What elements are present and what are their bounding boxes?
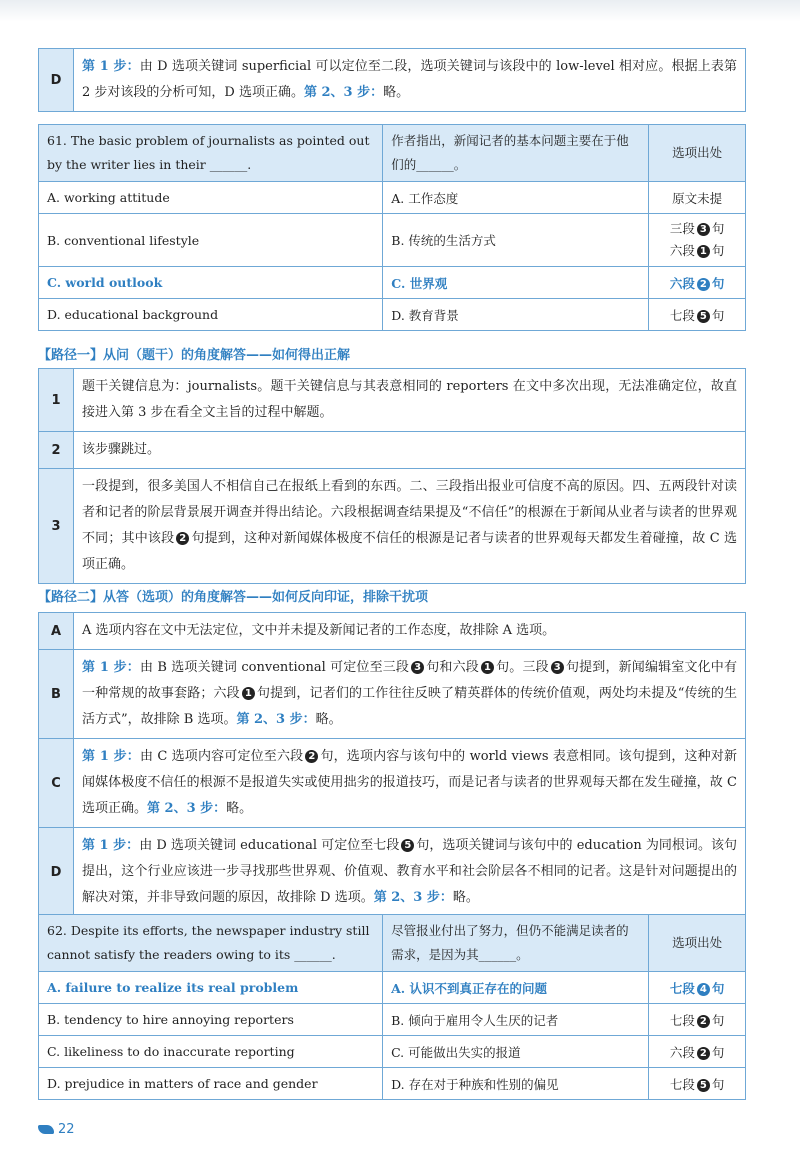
option-cn-correct: C. 世界观 (383, 267, 649, 299)
option-cn: D. 存在对于种族和性别的偏见 (383, 1068, 649, 1100)
sentence-number-badge: 2 (697, 1047, 710, 1060)
option-analysis: A 选项内容在文中无法定位，文中并未提及新闻记者的工作态度，故排除 A 选项。 (74, 613, 746, 650)
step-text (74, 469, 746, 584)
top-answer-block (38, 48, 746, 112)
sentence-number-badge: 3 (551, 661, 564, 674)
step-number: 1 (39, 369, 74, 432)
option-source (649, 267, 746, 299)
sentence-number-badge: 2 (697, 278, 710, 291)
option-analysis (74, 650, 746, 739)
step23-label: 第 2、3 步： (373, 890, 453, 905)
sentence-number-badge: 3 (411, 661, 424, 674)
page-number-text: 22 (58, 1122, 75, 1137)
option-source (649, 214, 746, 267)
text-part: 由 C 选项内容可定位至六段 (139, 749, 304, 764)
option-en-correct: A. failure to realize its real problem (39, 972, 383, 1004)
option-label: D (39, 828, 74, 917)
option-label: A (39, 613, 74, 650)
step1-label: 第 1 步： (82, 749, 140, 764)
text-part: 句和六段 (426, 660, 479, 675)
option-en: B. tendency to hire annoying reporters (39, 1004, 383, 1036)
sentence-number-badge: 2 (697, 1015, 710, 1028)
text-part: 由 D 选项关键词 educational 可定位至七段 (139, 838, 400, 853)
option-analysis (74, 828, 746, 917)
option-source (649, 1068, 746, 1100)
text-part: 句，选项内容与该句中的 world views 表意相同。该句提到，这种对新闻媒体极度不信任的根源不是报道失实或使用拙劣的报道技巧，而是记者与读者的世界观每天都在发生碰撞，故 C 选项正确。 (82, 749, 737, 816)
step-text: 题干关键信息为：journalists。题干关键信息与其表意相同的 reporters 在文中多次出现，无法准确定位，故直接进入第 3 步在看全文主旨的过程中解题。 (74, 369, 746, 432)
src-suffix: 句 (711, 307, 725, 323)
explanation: 由 D 选项关键词 superficial 可以定位至二段，选项关键词与该段中的 low-level 相对应。根据上表第 2 步对该段的分析可知，D 选项正确。 (82, 59, 737, 100)
step1-label: 第 1 步： (82, 660, 140, 675)
option-en: D. educational background (39, 299, 383, 331)
question-cn: 尽管报业付出了努力，但仍不能满足读者的需求，是因为其______。 (383, 915, 649, 972)
sentence-number-badge: 1 (697, 245, 710, 258)
row-text (74, 49, 746, 112)
option-analysis (74, 739, 746, 828)
option-label: C (39, 739, 74, 828)
text-part: 句。三段 (495, 660, 549, 675)
step23-label: 第 2、3 步： (303, 85, 384, 100)
source-header: 选项出处 (649, 125, 746, 182)
source-header: 选项出处 (649, 915, 746, 972)
step23-label: 第 2、3 步： (147, 801, 227, 816)
question-en: 61. The basic problem of journalists as pointed out by the writer lies in their ______. (39, 125, 383, 182)
option-en: C. likeliness to do inaccurate reporting (39, 1036, 383, 1068)
option-cn: C. 可能做出失实的报道 (383, 1036, 649, 1068)
src-suffix: 句 (711, 1012, 725, 1028)
sentence-number-badge: 3 (697, 223, 710, 236)
option-cn: B. 传统的生活方式 (383, 214, 649, 267)
step23-label: 第 2、3 步： (236, 712, 316, 727)
row-label: D (39, 49, 74, 112)
tail: 略。 (452, 890, 479, 905)
sentence-number-badge: 4 (697, 983, 710, 996)
step-text: 该步骤跳过。 (74, 432, 746, 469)
top-header-fade (0, 0, 800, 22)
text-part: 由 B 选项关键词 conventional 可定位至三段 (139, 660, 410, 675)
text-part: 句，选项关键词与该句中的 education 为同根词。该句提出，这个行业应该进一步寻找那些世界观、价值观、教育水平和社会阶层各不相同的记者。这是针对问题提出的解决对策，并非导致问题的原因，故排除 D 选项。 (82, 838, 737, 905)
src-suffix: 句 (711, 275, 725, 291)
question-cn: 作者指出，新闻记者的基本问题主要在于他们的______。 (383, 125, 649, 182)
option-en-correct: C. world outlook (39, 267, 383, 299)
option-source (649, 1036, 746, 1068)
step1-label: 第 1 步： (82, 59, 140, 74)
src-suffix: 句 (711, 243, 725, 258)
src-para: 七段 (669, 307, 695, 323)
src-para: 六段 (669, 243, 695, 258)
src-para: 七段 (669, 980, 695, 996)
sentence-number-badge: 5 (401, 839, 414, 852)
src-para: 七段 (669, 1076, 695, 1092)
src-para: 六段 (669, 1044, 695, 1060)
option-cn: B. 倾向于雇用令人生厌的记者 (383, 1004, 649, 1036)
option-cn: A. 工作态度 (383, 182, 649, 214)
question-61-table (38, 124, 746, 331)
option-en: A. working attitude (39, 182, 383, 214)
src-suffix: 句 (711, 980, 725, 996)
text-part: 句提到，这种对新闻媒体极度不信任的根源是记者与读者的世界观每天都发生着碰撞，故 C 选项正确。 (82, 531, 737, 572)
src-para: 七段 (669, 1012, 695, 1028)
tail: 略。 (383, 85, 410, 100)
sentence-number-badge: 2 (305, 750, 318, 763)
option-source: 原文未提 (649, 182, 746, 214)
question-62-table (38, 914, 746, 1100)
option-cn-correct: A. 认识不到真正存在的问题 (383, 972, 649, 1004)
sentence-number-badge: 2 (176, 532, 189, 545)
sentence-number-badge: 5 (697, 1079, 710, 1092)
option-en: B. conventional lifestyle (39, 214, 383, 267)
option-source (649, 972, 746, 1004)
src-para: 三段 (669, 221, 695, 236)
text-part: 一段提到，很多美国人不相信自己在报纸上看到的东西。二、三段指出报业可信度不高的原因。四、五两段针对读者和记者的阶层背景展开调查并得出结论。六段根据调查结果提及“不信任”的根源在于新闻从业者与读者的世界观不同；其中该段 (82, 479, 737, 546)
sentence-number-badge: 5 (697, 310, 710, 323)
option-source (649, 1004, 746, 1036)
src-suffix: 句 (711, 221, 725, 236)
book-icon (38, 1125, 54, 1134)
step1-label: 第 1 步： (82, 838, 140, 853)
option-source (649, 299, 746, 331)
tail: 略。 (226, 801, 253, 816)
src-suffix: 句 (711, 1044, 725, 1060)
step-number: 2 (39, 432, 74, 469)
question-en: 62. Despite its efforts, the newspaper industry still cannot satisfy the readers owing to its ______. (39, 915, 383, 972)
path2-table (38, 612, 746, 917)
sentence-number-badge: 1 (242, 687, 255, 700)
option-cn: D. 教育背景 (383, 299, 649, 331)
text-part: 句提到，记者们的工作往往反映了精英群体的传统价值观，两处均未提及“传统的生活方式”，故排除 B 选项。 (82, 686, 737, 727)
page-number (38, 1122, 75, 1137)
path2-title: 【路径二】从答（选项）的角度解答——如何反向印证，排除干扰项 (38, 590, 429, 605)
src-para: 六段 (669, 275, 695, 291)
text-part: 句提到，新闻编辑室文化中有一种常规的故事套路；六段 (82, 660, 737, 701)
src-suffix: 句 (711, 1076, 725, 1092)
step-number: 3 (39, 469, 74, 584)
option-en: D. prejudice in matters of race and gender (39, 1068, 383, 1100)
path1-table (38, 368, 746, 584)
option-label: B (39, 650, 74, 739)
sentence-number-badge: 1 (481, 661, 494, 674)
tail: 略。 (315, 712, 342, 727)
path1-title: 【路径一】从问（题干）的角度解答——如何得出正解 (38, 348, 351, 363)
